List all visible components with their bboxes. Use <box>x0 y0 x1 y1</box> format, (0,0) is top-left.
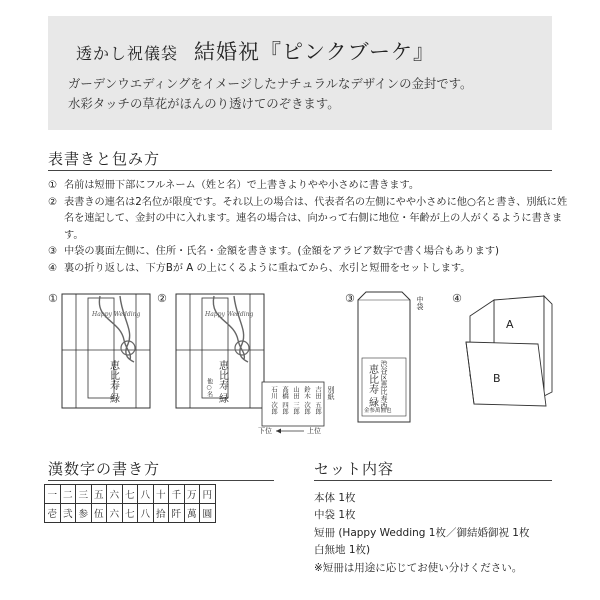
nakabukuro-label: 中袋 <box>416 296 424 310</box>
section-rule <box>314 480 552 481</box>
svg-text:吉田 五郎: 吉田 五郎 <box>314 386 322 415</box>
set-item: 中袋 1枚 <box>314 509 356 522</box>
instruction-step: ④ 裏の折り返しは、下方Bが A の上にくるように重ねてから、水引と短冊をセットします。 <box>48 262 471 274</box>
fold-label-b: B <box>493 372 501 385</box>
besshi-sheet <box>258 382 335 435</box>
naka-name: 恵比寿 緑 <box>366 364 378 408</box>
section-title-wrapping: 表書きと包み方 <box>48 150 161 168</box>
diagram-number-2: ② <box>157 292 167 305</box>
lower-rank-label: 下位 <box>258 427 272 435</box>
desc-line-2: 水彩タッチの草花がほんのり透けてのぞきます。 <box>68 96 340 111</box>
desc-line-1: ガーデンウエディングをイメージしたナチュラルなデザインの金封です。 <box>68 76 473 91</box>
tanzaku-name-1: 恵比寿 緑 <box>107 360 119 404</box>
folding-diagram <box>466 296 552 406</box>
naka-amount: 金参萬圓也 <box>364 408 392 414</box>
tanzaku-name-2: 恵比寿 緑 <box>216 360 228 404</box>
nakabukuro-diagram <box>358 292 424 422</box>
svg-text:鈴木 次郎: 鈴木 次郎 <box>303 386 311 415</box>
product-title: 結婚祝『ピンクブーケ』 <box>194 40 435 64</box>
section-title-contents: セット内容 <box>314 460 395 478</box>
instruction-step: ③ 中袋の裏面左側に、住所・氏名・金額を書きます。(金額をアラビア数字で書く場合もあります) <box>48 246 500 258</box>
section-rule <box>48 480 274 481</box>
product-label: 透かし祝儀袋 <box>76 44 179 63</box>
tanzaku-others: 他○名 <box>205 378 213 397</box>
instruction-step: ② 表書きの連名は2名位が限度です。それ以上の場合は、代表者名の左側にやや小さめに他○名と書き、別紙に姓名を連記して、金封の中に入れます。連名の場合は、向かって右側に地位・年齢が上の人がくるように書きます。 <box>48 196 568 241</box>
svg-text:石川 次郎: 石川 次郎 <box>270 386 278 415</box>
kanji-numerals-table <box>44 484 216 523</box>
set-item: 白無地 1枚) <box>314 544 371 557</box>
besshi-label: 別紙 <box>327 386 335 400</box>
tanzaku-happy-text: Happy Wedding <box>92 311 141 318</box>
kanji-row-formal: 壱 弐 参 伍 六 七 八 拾 阡 萬 圓 <box>45 504 216 523</box>
set-item: 短冊 (Happy Wedding 1枚／御結婚御祝 1枚 <box>314 526 530 539</box>
svg-text:山田 三郎: 山田 三郎 <box>292 386 300 415</box>
envelope-diagram-1 <box>62 294 150 408</box>
fold-label-a: A <box>506 318 514 331</box>
diagram-number-1: ① <box>48 292 58 305</box>
upper-rank-label: 上位 <box>307 427 321 435</box>
svg-text:Happy Wedding: Happy Wedding <box>205 311 254 318</box>
set-note: ※短冊は用途に応じてお使い分けください。 <box>314 561 523 574</box>
kanji-row-standard: 一 二 三 五 六 七 八 十 千 万 円 <box>45 485 216 504</box>
diagram-number-4: ④ <box>452 292 462 305</box>
svg-text:高橋 四郎: 高橋 四郎 <box>281 386 289 415</box>
envelope-diagram-2 <box>176 294 264 408</box>
naka-address: 渋谷区恵比寿西 <box>380 360 388 409</box>
set-contents-list <box>314 490 529 577</box>
section-title-kanji: 漢数字の書き方 <box>48 460 161 478</box>
set-item: 本体 1枚 <box>314 492 356 504</box>
instruction-step: ① 名前は短冊下部にフルネーム（姓と名）で上書きよりやや小さめに書きます。 <box>48 180 420 191</box>
diagram-number-3: ③ <box>345 292 355 305</box>
